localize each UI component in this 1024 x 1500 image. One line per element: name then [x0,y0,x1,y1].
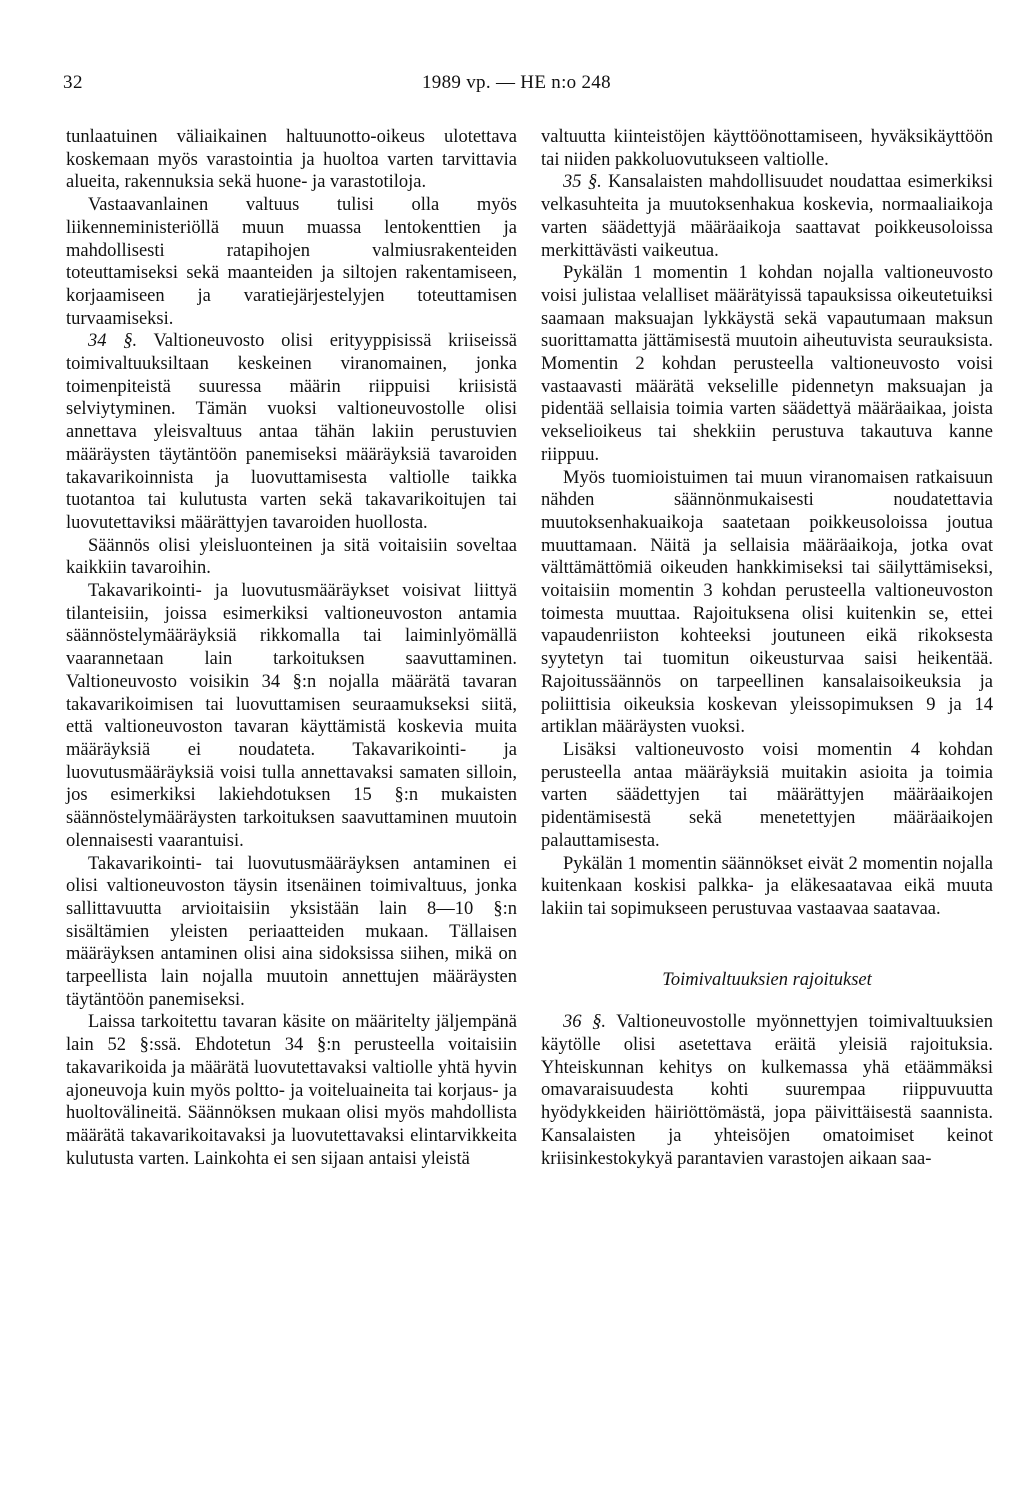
page-number: 32 [63,72,83,93]
paragraph: 34 §. Valtioneuvosto olisi erityyppisissä kriiseissä toimivaltuuksiltaan keskeinen viranomainen, jonka toimenpiteistä suuressa määrin riippuisi kriisistä selviytyminen. Tämän vuoksi valtioneuvostolle olisi annettava yleisvaltuus antaa tähän lakiin perustuvien määräysten täytäntöön panemiseksi määräyksiä tavaroiden takavarikoinnista ja luovuttamisesta valtiolle taikka tuotantoa tai kulutusta varten sekä takavarikoitujen tai luovutettaviksi määrättyjen tavaroiden huollosta. [66,331,517,533]
paragraph: Säännös olisi yleisluonteinen ja sitä voitaisiin soveltaa kaikkiin tavaroihin. [66,535,517,579]
paragraph: Takavarikointi- ja luovutusmääräykset voisivat liittyä tilanteisiin, joissa esimerkiksi valtioneuvoston antamia säännöstelymääräyksiä rikkomalla tai laiminlyömällä vaarannetaan lain tarkoituksen saavuttaminen. Valtioneuvosto voisikin 34 §:n nojalla määrätä tavaran takavarikoimisen tai luovuttamisen seuraamukseksi siitä, että valtioneuvoston tavaran käyttämistä koskevia muita määräyksiä ei noudateta. Takavarikointi- ja luovutusmääräyksiä voisi tulla annettavaksi samaten silloin, jos esimerkiksi lakiehdotuksen 15 §:n mukaisten säännöstelymääräysten tarkoituksen saavuttaminen muutoin olennaisesti vaarantuisi. [66,581,517,851]
right-column [541,126,993,1170]
paragraph: 35 §. Kansalaisten mahdollisuudet noudattaa esimerkiksi velkasuhteita ja muutoksenhakua koskevia, normaaliaikoja varten säädettyjä määräaikoja saattavat poikkeusoloissa merkittävästi vaikeutua. [541,172,993,261]
running-header [0,72,1024,102]
paragraph: Laissa tarkoitettu tavaran käsite on määritelty jäljempänä lain 52 §:ssä. Ehdotetun 34 §:n perusteella voitaisiin takavarikoida ja määrätä luovutettavaksi valtiolle yhtä hyvin ajoneuvoja kuin myös poltto- ja voiteluaineita tai korjaus- ja huoltovälineitä. Säännöksen mukaan olisi myös mahdollista määrätä takavarikoitavaksi ja luovutettavaksi elintarvikkeita kulutusta varten. Lainkohta ei sen sijaan antaisi yleistä [66,1012,517,1169]
paragraph: tunlaatuinen väliaikainen haltuunotto-oikeus ulotettava koskemaan myös varastointia ja huoltoa varten tarvittavia alueita, rakennuksia sekä huone- ja varastotiloja. [66,127,517,193]
paragraph: valtuutta kiinteistöjen käyttöönottamiseen, hyväksikäyttöön tai niiden pakkoluovutukseen valtiolle. [541,127,993,170]
left-column [66,126,517,1170]
paragraph: Pykälän 1 momentin 1 kohdan nojalla valtioneuvosto voisi julistaa velalliset määrätyissä tapauksissa oikeutetuiksi saamaan maksuajan lykkäystä sekä vapautumaan maksun suorittamatta jättämisestä muutoin aiheutuvista seurauksista. Momentin 2 kohdan perusteella valtioneuvosto voisi vastaavasti määrätä vekselille pidennetyn maksuajan ja pidentää sellaisia toimia varten säädettyä määräaikaa, joista vekselioikeus tai shekkiin perustuva takautuva kanne riippuu. [541,263,993,465]
paragraph: 36 §. Valtioneuvostolle myönnettyjen toimivaltuuksien käytölle olisi asetettava eräitä yleisiä rajoituksia. Yhteiskunnan kehitys on kulkemassa yhä etäämmäksi omavaraisuudesta kohti suurempaa riippuvuutta hyödykkeiden häiriöttömästä, jopa päivittäisestä saannista. Kansalaisten ja yhteisöjen omatoimiset keinot kriisinkestokykyä parantavien varastojen aikaan saa- [541,1012,994,1169]
paragraph: Vastaavanlainen valtuus tulisi olla myös liikenneministeriöllä muun muassa lentokenttien ja mahdollisesti ratapihojen valmiusrakenteiden toteuttamiseksi sekä maanteiden ja siltojen rakentamiseen, korjaamiseen ja varatiejärjestelyjen toteuttamisen turvaamiseksi. [66,195,517,329]
paragraph: Takavarikointi- tai luovutusmääräyksen antaminen ei olisi valtioneuvoston täysin itsenäinen toimivaltuus, jonka sallittavuutta arvioitaisiin yksistään lain 8—10 §:n sisältämien yleisten periaatteiden mukaan. Tällaisen määräyksen antaminen olisi aina sidoksissa siihen, mikä on tarpeellista lain nojalla muutoin annettujen määräysten täytäntöön panemiseksi. [66,853,517,1010]
section-heading: Toimivaltuuksien rajoitukset [662,969,872,990]
paragraph: Pykälän 1 momentin säännökset eivät 2 momentin nojalla kuitenkaan koskisi palkka- ja eläkesaatavaa eikä muuta lakiin tai sopimukseen perustuvaa vastaavaa saatavaa. [541,853,993,919]
paragraph: Lisäksi valtioneuvosto voisi momentin 4 kohdan perusteella antaa määräyksiä muitakin asioita ja toimia varten säädettyjen tai määrättyjen määräaikojen pidentämisestä sekä menetettyjen määräaikojen palauttamisesta. [541,739,993,851]
running-head: 1989 vp. — HE n:o 248 [422,72,611,93]
paragraph: Myös tuomioistuimen tai muun viranomaisen ratkaisuun nähden säännönmukaisesti noudatettavia muutoksenhakuaikoja saatetaan poikkeusoloissa joutua muuttamaan. Näitä ja sellaisia määräaikoja, jotka ovat välttämättömiä oikeuden hankkimiseksi tai säilyttämiseksi, voitaisiin momentin 3 kohdan perusteella valtioneuvoston toimesta muuttaa. Rajoituksena olisi kuitenkin se, ettei vapaudenriiston kohteeksi joutuneen eikä rikoksesta syytetyn tai tuomitun oikeusturvaa saisi heikentää. Rajoitussäännös on tarpeellinen kansalaisoikeuksia ja poliittisia oikeuksia koskevan yleissopimuksen 9 ja 14 artiklan määräysten vuoksi. [541,467,993,738]
